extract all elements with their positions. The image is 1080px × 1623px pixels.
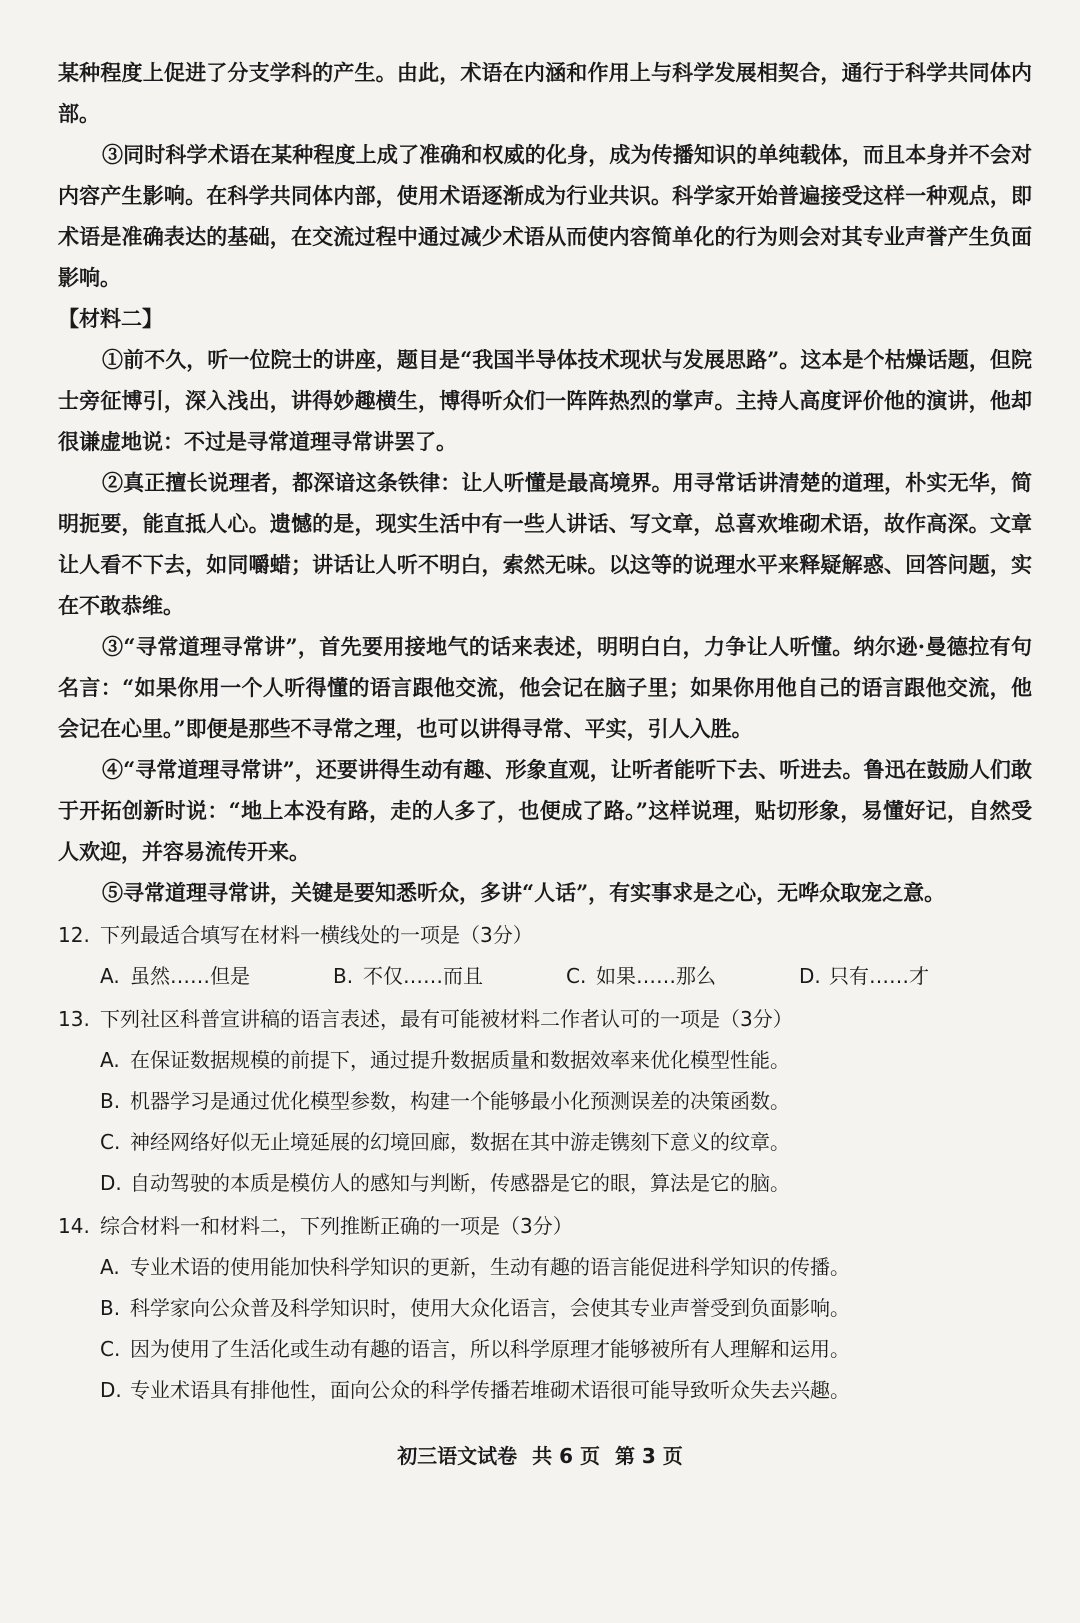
options-row [58,956,1032,997]
material2-heading: 【材料二】 [58,306,163,331]
option-a: A. 虽然……但是 [100,964,250,988]
question-stem: 下列社区科普宣讲稿的语言表述，最有可能被材料二作者认可的一项是（3分） [100,1007,793,1031]
option-c: C. 因为使用了生活化或生动有趣的语言，所以科学原理才能够被所有人理解和运用。 [100,1337,850,1361]
material2-paragraph-1: ①前不久，听一位院士的讲座，题目是“我国半导体技术现状与发展思路”。这本是个枯燥话题，但院士旁征博引，深入浅出，讲得妙趣横生，博得听众们一阵阵热烈的掌声。主持人高度评价他的演讲，他却很谦虚地说：不过是寻常道理寻常讲罢了。 [58,347,1032,454]
material1-continuation: 某种程度上促进了分支学科的产生。由此，术语在内涵和作用上与科学发展相契合，通行于科学共同体内部。 [58,60,1032,126]
material2-paragraph-3: ③“寻常道理寻常讲”，首先要用接地气的话来表述，明明白白，力争让人听懂。纳尔逊·曼德拉有句名言：“如果你用一个人听得懂的语言跟他交流，他会记在脑子里；如果你用他自己的语言跟他交流，他会记在心里。”即便是那些不寻常之理，也可以讲得寻常、平实，引人入胜。 [58,634,1032,741]
material1-paragraph-3: ③同时科学术语在某种程度上成了准确和权威的化身，成为传播知识的单纯载体，而且本身并不会对内容产生影响。在科学共同体内部，使用术语逐渐成为行业共识。科学家开始普遍接受这样一种观点，即术语是准确表达的基础，在交流过程中通过减少术语从而使内容简单化的行为则会对其专业声誉产生负面影响。 [58,142,1032,290]
option-c: C. 神经网络好似无止境延展的幻境回廊，数据在其中游走镌刻下意义的纹章。 [100,1130,790,1154]
question-number: 14. [58,1214,90,1238]
question-stem: 综合材料一和材料二，下列推断正确的一项是（3分） [100,1214,573,1238]
footer-title: 初三语文试卷 [397,1444,518,1468]
footer-total-pages: 共 6 页 [532,1444,600,1468]
option-d: D. 专业术语具有排他性，面向公众的科学传播若堆砌术语很可能导致听众失去兴趣。 [100,1378,850,1402]
option-d: D. 只有……才 [799,964,929,988]
question-stem: 下列最适合填写在材料一横线处的一项是（3分） [100,923,533,947]
material2-paragraph-2: ②真正擅长说理者，都深谙这条铁律：让人听懂是最高境界。用寻常话讲清楚的道理，朴实无华，简明扼要，能直抵人心。遗憾的是，现实生活中有一些人讲话、写文章，总喜欢堆砌术语，故作高深。文章让人看不下去，如同嚼蜡；讲话让人听不明白，索然无味。以这等的说理水平来释疑解惑、回答问题，实在不敢恭维。 [58,470,1032,618]
question-14 [58,1206,1032,1411]
question-13 [58,999,1032,1204]
material2-paragraph-5: ⑤寻常道理寻常讲，关键是要知悉听众，多讲“人话”，有实事求是之心，无哗众取宠之意。 [102,880,946,905]
footer-page-number: 第 3 页 [614,1444,683,1468]
material2-paragraph-4: ④“寻常道理寻常讲”，还要讲得生动有趣、形象直观，让听者能听下去、听进去。鲁迅在鼓励人们敢于开拓创新时说：“地上本没有路，走的人多了，也便成了路。”这样说理，贴切形象，易懂好记，自然受人欢迎，并容易流传开来。 [58,757,1032,864]
option-a: A. 在保证数据规模的前提下，通过提升数据质量和数据效率来优化模型性能。 [100,1048,790,1072]
option-b: B. 机器学习是通过优化模型参数，构建一个能够最小化预测误差的决策函数。 [100,1089,790,1113]
option-d: D. 自动驾驶的本质是模仿人的感知与判断，传感器是它的眼，算法是它的脑。 [100,1171,790,1195]
question-number: 13. [58,1007,90,1031]
page-footer [0,1440,1080,1469]
option-a: A. 专业术语的使用能加快科学知识的更新，生动有趣的语言能促进科学知识的传播。 [100,1255,850,1279]
question-number: 12. [58,923,90,947]
option-c: C. 如果……那么 [566,964,716,988]
option-b: B. 不仅……而且 [333,964,483,988]
question-12 [58,915,1032,997]
option-b: B. 科学家向公众普及科学知识时，使用大众化语言，会使其专业声誉受到负面影响。 [100,1296,850,1320]
